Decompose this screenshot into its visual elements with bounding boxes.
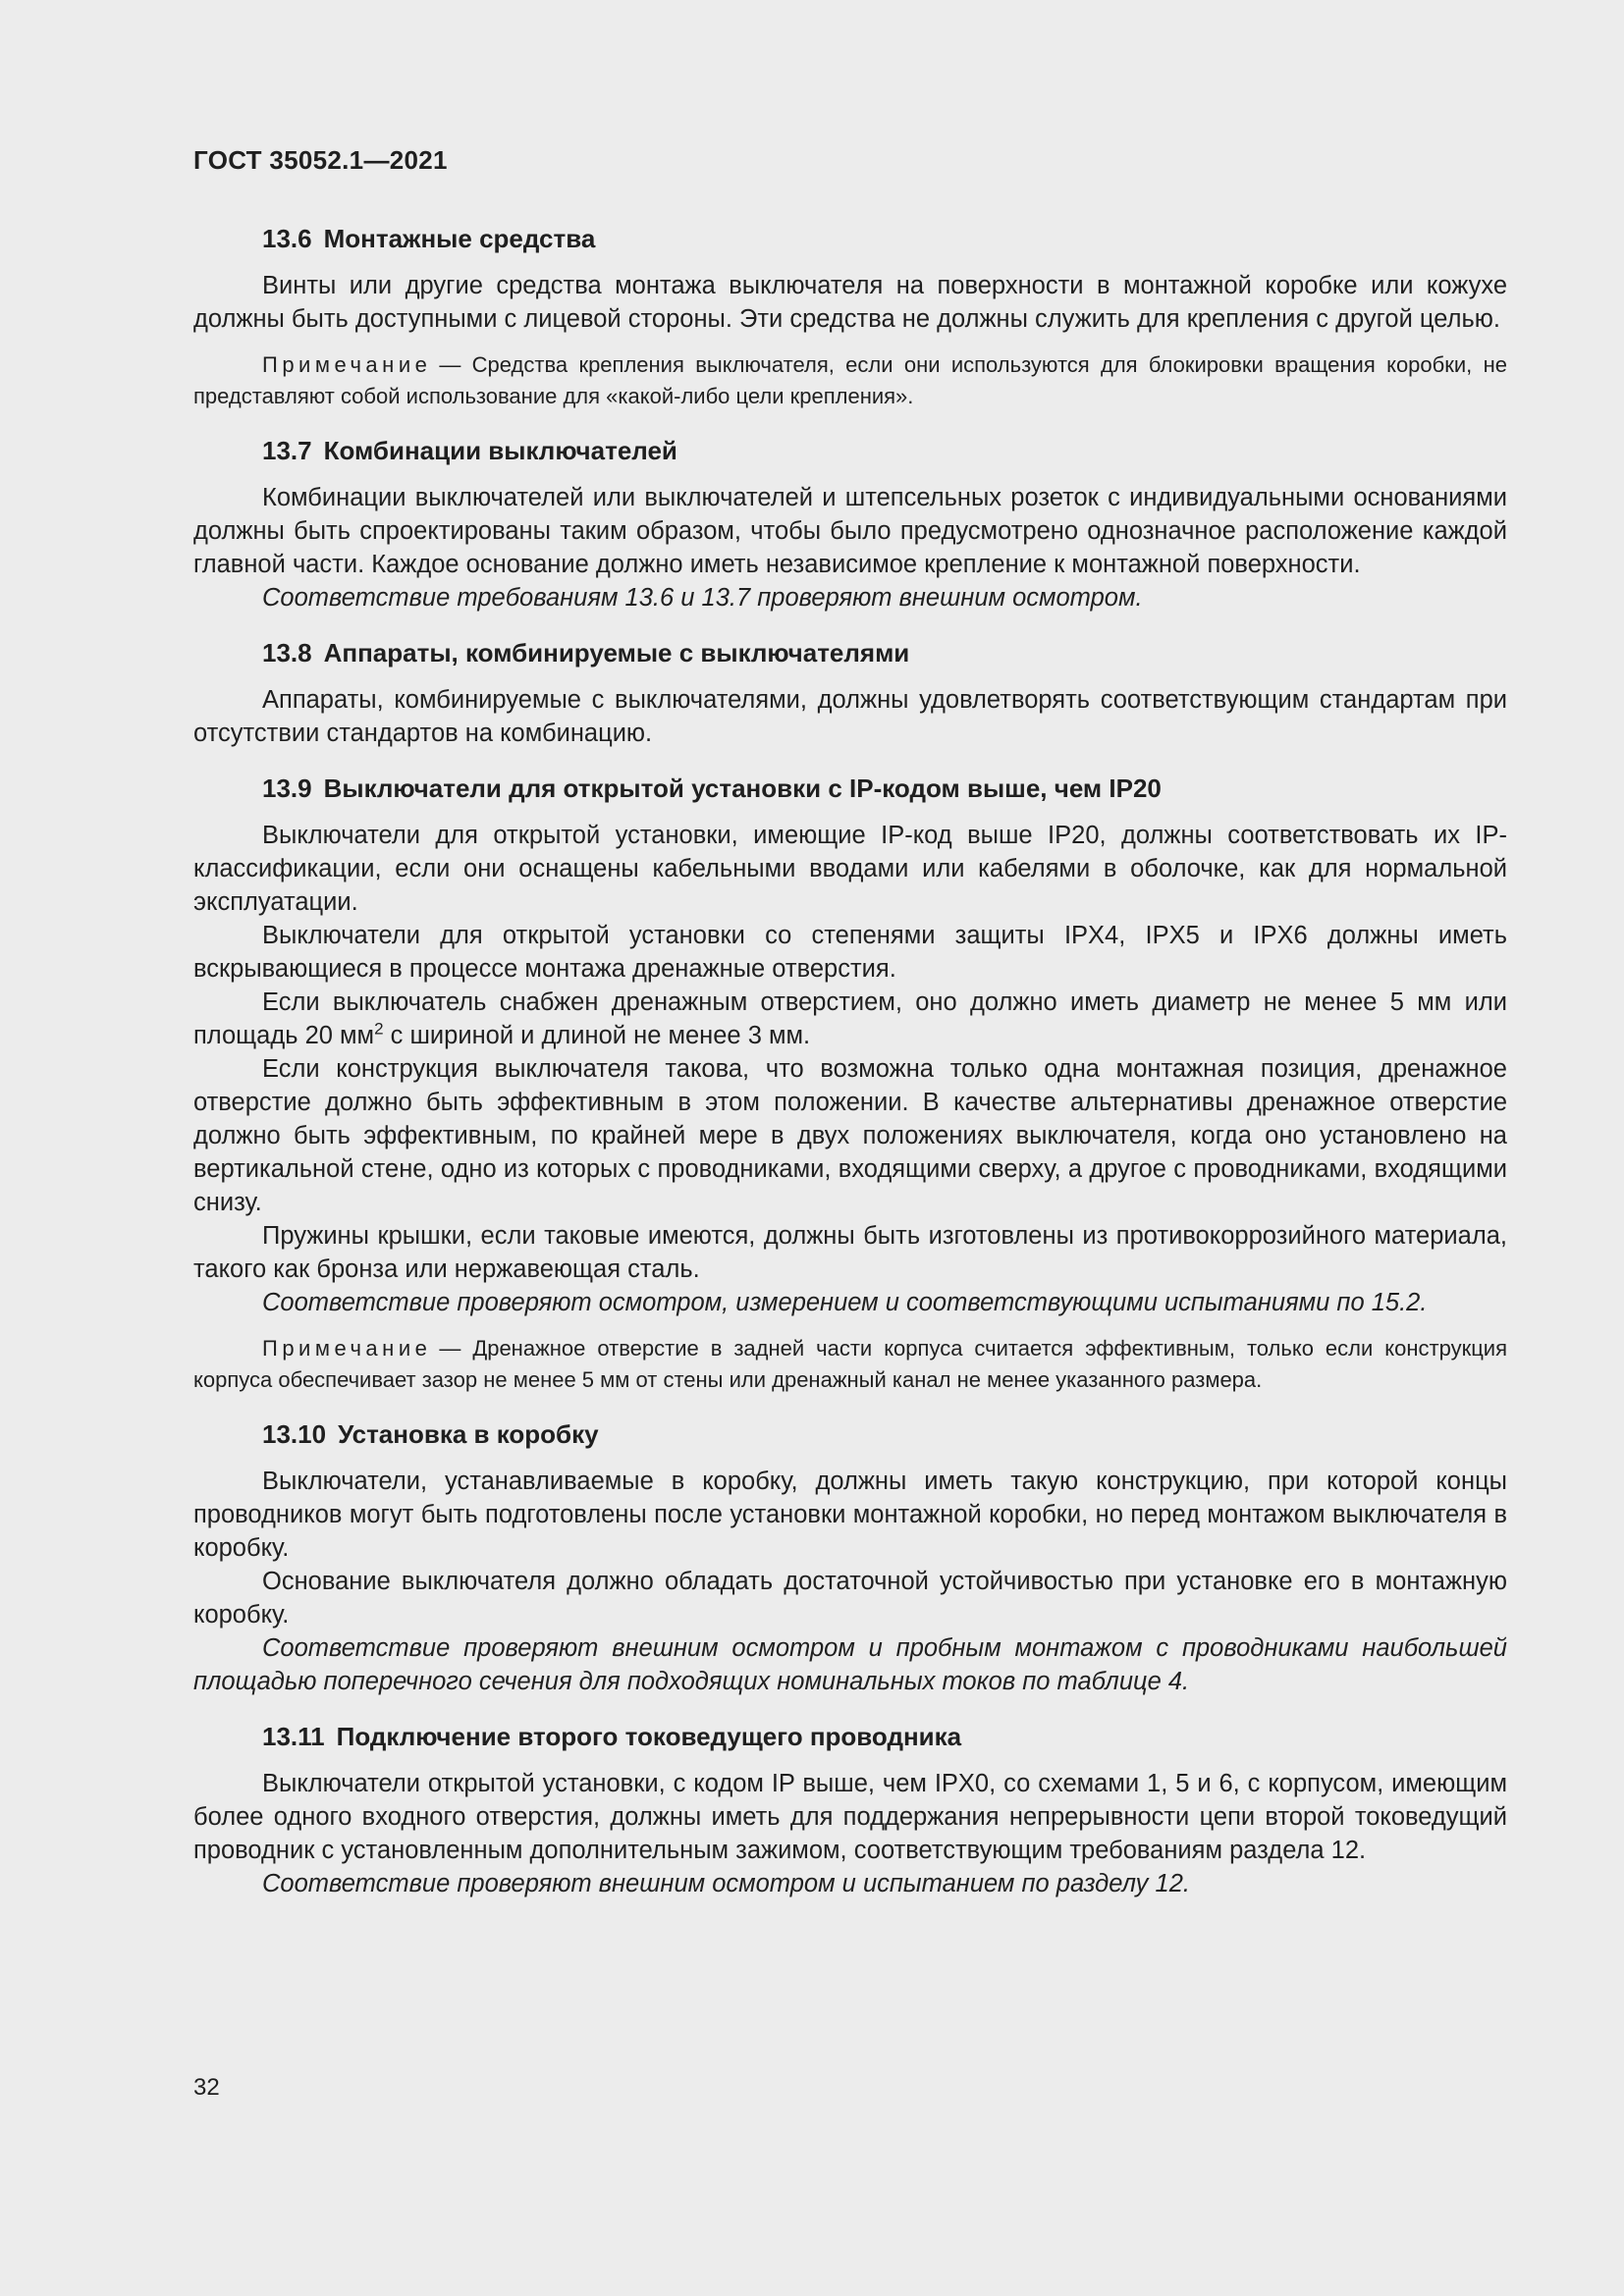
section-number: 13.11 <box>262 1722 325 1751</box>
section-number: 13.7 <box>262 436 312 465</box>
note <box>193 349 1507 412</box>
paragraph: Если конструкция выключателя такова, что возможна только одна монтажная позиция, дренажное отверстие должно быть эффективным в этом положении. В качестве альтернативы дренажное отверстие должно быть эффективным, по крайней мере в двух положениях выключателя, когда оно установлено на вертикальной стене, одно из которых с проводниками, входящими сверху, а другое с проводниками, входящими снизу. <box>193 1055 1507 1216</box>
section-13-11-title <box>193 1720 1507 1753</box>
page-number: 32 <box>193 2074 220 2101</box>
section-number: 13.8 <box>262 638 312 667</box>
note-label: Примечание <box>262 1336 432 1361</box>
section-title-text: Установка в коробку <box>338 1419 599 1449</box>
section-number: 13.9 <box>262 774 312 803</box>
section-title-text: Монтажные средства <box>323 224 596 253</box>
paragraph: Аппараты, комбинируемые с выключателями, должны удовлетворять соответствующим стандартам при отсутствии стандартов на комбинацию. <box>193 686 1507 747</box>
section-13-9-title <box>193 772 1507 805</box>
paragraph: Основание выключателя должно обладать достаточной устойчивостью при установке его в монтажную коробку. <box>193 1568 1507 1629</box>
compliance-paragraph: Соответствие проверяют внешним осмотром и пробным монтажом с проводниками наибольшей площадью поперечного сечения для подходящих номинальных токов по таблице 4. <box>193 1634 1507 1695</box>
document-code-header: ГОСТ 35052.1—2021 <box>193 145 448 175</box>
paragraph: Выключатели, устанавливаемые в коробку, должны иметь такую конструкцию, при которой концы проводников могут быть подготовлены после установки монтажной коробки, но перед монтажом выключателя в коробку. <box>193 1468 1507 1562</box>
note-text: — Средства крепления выключателя, если они используются для блокировки вращения коробки, не представляют собой использование для «какой-либо цели крепления». <box>193 352 1507 408</box>
section-13-7-title <box>193 434 1507 467</box>
section-title-text: Выключатели для открытой установки с IP-кодом выше, чем IP20 <box>323 774 1162 803</box>
compliance-paragraph: Соответствие проверяют осмотром, измерением и соответствующими испытаниями по 15.2. <box>262 1289 1428 1316</box>
section-13-6-title <box>193 222 1507 255</box>
section-title-text: Аппараты, комбинируемые с выключателями <box>323 638 910 667</box>
paragraph-text: Если выключатель снабжен дренажным отверстием, оно должно иметь диаметр не менее 5 мм или площадь 20 мм <box>193 988 1507 1049</box>
note <box>193 1333 1507 1396</box>
paragraph: Выключатели для открытой установки, имеющие IP-код выше IP20, должны соответствовать их IP-классификации, если они оснащены кабельными вводами или кабелями в оболочке, как для нормальной эксплуатации. <box>193 822 1507 916</box>
section-13-8-title <box>193 636 1507 669</box>
section-title-text: Подключение второго токоведущего проводника <box>336 1722 962 1751</box>
note-text: — Дренажное отверстие в задней части корпуса считается эффективным, только если конструкция корпуса обеспечивает зазор не менее 5 мм от стены или дренажный канал не менее указанного размера. <box>193 1336 1507 1392</box>
section-number: 13.10 <box>262 1419 327 1449</box>
paragraph: Выключатели открытой установки, с кодом IP выше, чем IPX0, со схемами 1, 5 и 6, с корпусом, имеющим более одного входного отверстия, должны иметь для поддержания непрерывности цепи второй токоведущий проводник с установленным дополнительным зажимом, соответствующим требованиям раздела 12. <box>193 1770 1507 1864</box>
paragraph <box>193 986 1507 1052</box>
paragraph: Винты или другие средства монтажа выключателя на поверхности в монтажной коробке или кожухе должны быть доступными с лицевой стороны. Эти средства не должны служить для крепления с другой целью. <box>193 272 1507 333</box>
compliance-paragraph: Соответствие требованиям 13.6 и 13.7 проверяют внешним осмотром. <box>262 584 1143 612</box>
superscript: 2 <box>374 1019 384 1039</box>
document-body <box>193 222 1507 1900</box>
section-13-10-title <box>193 1417 1507 1451</box>
section-number: 13.6 <box>262 224 312 253</box>
compliance-paragraph: Соответствие проверяют внешним осмотром и испытанием по разделу 12. <box>262 1870 1190 1897</box>
paragraph-text: с шириной и длиной не менее 3 мм. <box>383 1022 811 1049</box>
note-label: Примечание <box>262 352 432 377</box>
paragraph: Выключатели для открытой установки со степенями защиты IPX4, IPX5 и IPX6 должны иметь вскрывающиеся в процессе монтажа дренажные отверстия. <box>193 922 1507 983</box>
paragraph: Пружины крышки, если таковые имеются, должны быть изготовлены из противокоррозийного материала, такого как бронза или нержавеющая сталь. <box>193 1222 1507 1283</box>
paragraph: Комбинации выключателей или выключателей и штепсельных розеток с индивидуальными основаниями должны быть спроектированы таким образом, чтобы было предусмотрено однозначное расположение каждой главной части. Каждое основание должно иметь независимое крепление к монтажной поверхности. <box>193 484 1507 578</box>
section-title-text: Комбинации выключателей <box>323 436 677 465</box>
